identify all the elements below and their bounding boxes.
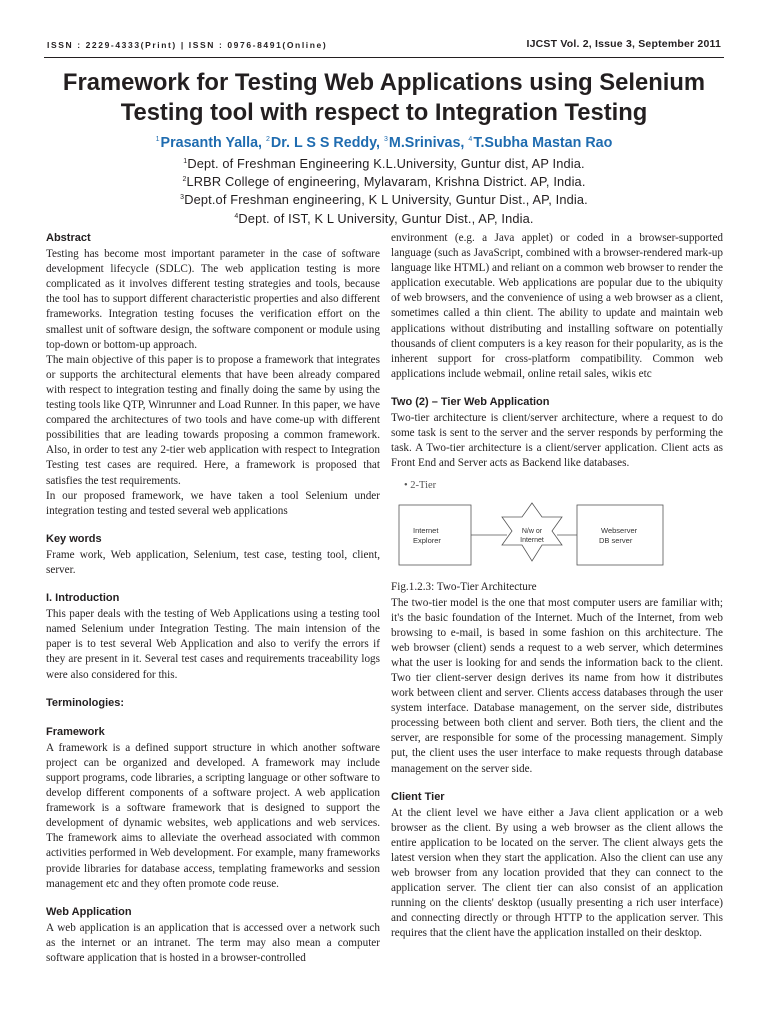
client-box [399,505,471,565]
two-tier-text: Two-tier architecture is client/server architecture, where a request to do some task is sent to the server and the server responds by performing the task. A Two-tier architecture is a client/server application. Client acts as Front End and Server acts as Backend like databases. [391,412,723,470]
paper-title [40,68,728,128]
figure-caption: Fig.1.2.3: Two-Tier Architecture [391,581,537,594]
abstract-paragraph-1: Testing has become most important parameter in the case of software development lifecycle (SDLC). The web application testing is more complicated as it involves different testing strategies and tools, because the tool has to support different characteristic properties and also different frameworks. Integration testing focuses the verification effort on the smallest unit of software design, the software component or module using top-down or bottom-up approach. [46,248,380,351]
server-box-line-1: Webserver [601,526,638,536]
author-2: Dr. L S S Reddy, [270,135,381,151]
server-box-line-2: DB server [599,536,633,546]
web-application-heading: Web Application [46,905,132,918]
affiliations [40,154,728,227]
introduction-text: This paper deals with the testing of Web Applications using a testing tool named Selenium under Integration Testing. The main intension of the paper is to test several Web Application and also to verify the errors if they are present in it. Several test cases and requirements traceability logs were also considered for this. [46,608,380,681]
author-4-sup: 4 [468,136,473,143]
abstract-paragraph-2: The main objective of this paper is to propose a framework that integrates or supports the architectural elements that have been already compared with respect to integration testing and finally doing the same by using the testing tools like QTP, Winrunner and Load Runner. In this paper, we have compared the architectures of two tools and have come-up with different possibilities that are leading towards proposing a common framework. Also, in order to test any 2-tier web application with respect to Integration Testing test cases are required. Here, a framework is proposed that satisfies the test requirements. [46,353,380,487]
server-box [577,505,663,565]
client-box-line-1: Internet [413,526,439,536]
affiliation-1-text: Dept. of Freshman Engineering K.L.University, Guntur dist, AP India. [187,156,585,171]
abstract-heading: Abstract [46,232,91,244]
two-tier-model-text: The two-tier model is the one that most computer users are familiar with; it's the basic foundation of the Internet. Much of the Internet, from web browsing to e-mail, is based in some fashion on this architecture. The web browser (client) sends a request to a web server, which determines what the user is looking for and sends the information back to the client. Two tier client-server design derives its name from how it distributes work between client and server. Clients access databases through the user system interface. Database management, on the server side, distributes processing between both client and server. Both tiers, the client and the server, are responsible for some of the processing management. Simply put, the client uses the user interface to make requests through database management on the server side. [391,596,723,775]
framework-heading: Framework [46,725,105,738]
abstract-paragraph-3: In our proposed framework, we have taken a tool Selenium under integration testing and tested several web applications [46,489,380,517]
author-2-sup: 2 [266,136,270,143]
web-application-continued-text: environment (e.g. a Java applet) or coded in a browser-supported language (such as JavaScript, combined with a browser-rendered mark-up language like HTML) and reliant on a common web browser to render the application executable. Web applications are popular due to the ubiquity of web browsers, and the convenience of using a web browser as a client, sometimes called a thin client. The ability to update and maintain web applications without distributing and installing software on potentially thousands of client computers is a key reason for their popularity, as is the inherent support for cross-platform compatibility. Common web applications include webmail, online retail sales, wikis etc [391,232,723,380]
framework-text: A framework is a defined support structure in which another software project can be organized and developed. A framework may include support programs, code libraries, a scripting language or other software to develop different components of a software project. A web application framework is a software framework that is designed to support the development of dynamic websites, web applications and web services. The framework aims to alleviate the overhead associated with common activities performed in Web development. For example, many frameworks provide libraries for database access, templating frameworks and session management etc and they often promote code reuse. [46,741,380,890]
affiliation-4-text: Dept. of IST, K L University, Guntur Dist., AP, India. [238,210,534,226]
affiliation-1-sup: 1 [183,158,188,165]
two-tier-figure [391,474,723,574]
journal-header: IJCST Vol. 2, Issue 3, September 2011 [526,38,721,50]
issn-header: ISSN : 2229-4333(Print) | ISSN : 0976-8491(Online) [47,40,328,50]
affiliation-3 [40,190,728,208]
network-line-1: N/w or [521,528,543,536]
keywords-heading: Key words [46,532,102,545]
affiliation-4-sup: 4 [234,212,239,220]
figure-bullet-label: • 2-Tier [404,480,437,492]
author-1-sup: 1 [155,136,160,143]
affiliation-4 [40,209,728,227]
title-line-2: Testing tool with respect to Integration Testing [120,99,648,126]
author-4: T.Subha Mastan Rao [473,135,613,151]
client-box-line-2: Explorer [413,536,441,546]
web-application-text: A web application is an application that is accessed over a network such as the internet or an intranet. The term may also mean a computer software application that is hosted in a browser-controlled [46,921,380,965]
affiliation-3-sup: 3 [180,194,185,202]
title-line-1: Framework for Testing Web Applications using Selenium [62,69,706,96]
author-3: M.Srinivas, [388,135,465,151]
right-column [391,231,723,942]
terminologies-heading: Terminologies: [46,696,125,709]
affiliation-2-text: LRBR College of engineering, Mylavaram, Krishna District. AP, India. [186,174,586,190]
client-tier-text: At the client level we have either a Java client application or a web browser as the client. By using a web browser as the client allows the entire application to be located on the server. The client always gets the latest version when they start the application. Also the client can use any web browser from any location provided that they can connect to the application server. The client tier can also consist of an application running on the clients' desktop (usually presenting a rich user interface) and connecting directly or through HTTP to the application server. This requires that the client have the application installed on their desktop. [391,806,723,940]
affiliation-3-text: Dept.of Freshman engineering, K L University, Guntur Dist., AP, India. [184,192,588,208]
affiliation-2-sup: 2 [182,176,187,184]
two-tier-heading: Two (2) – Tier Web Application [391,395,550,408]
header-rule [44,57,724,58]
client-tier-heading: Client Tier [391,790,445,803]
two-tier-diagram [391,474,723,574]
affiliation-2 [40,172,728,190]
left-column [46,231,380,966]
introduction-heading: I. Introduction [46,592,120,605]
affiliation-1 [40,154,728,172]
author-3-sup: 3 [384,136,388,143]
network-line-2: Internet [520,537,544,545]
author-1: Prasanth Yalla, [160,135,263,151]
author-list [40,135,728,151]
keywords-text: Frame work, Web application, Selenium, test case, testing tool, client, server. [46,548,380,576]
